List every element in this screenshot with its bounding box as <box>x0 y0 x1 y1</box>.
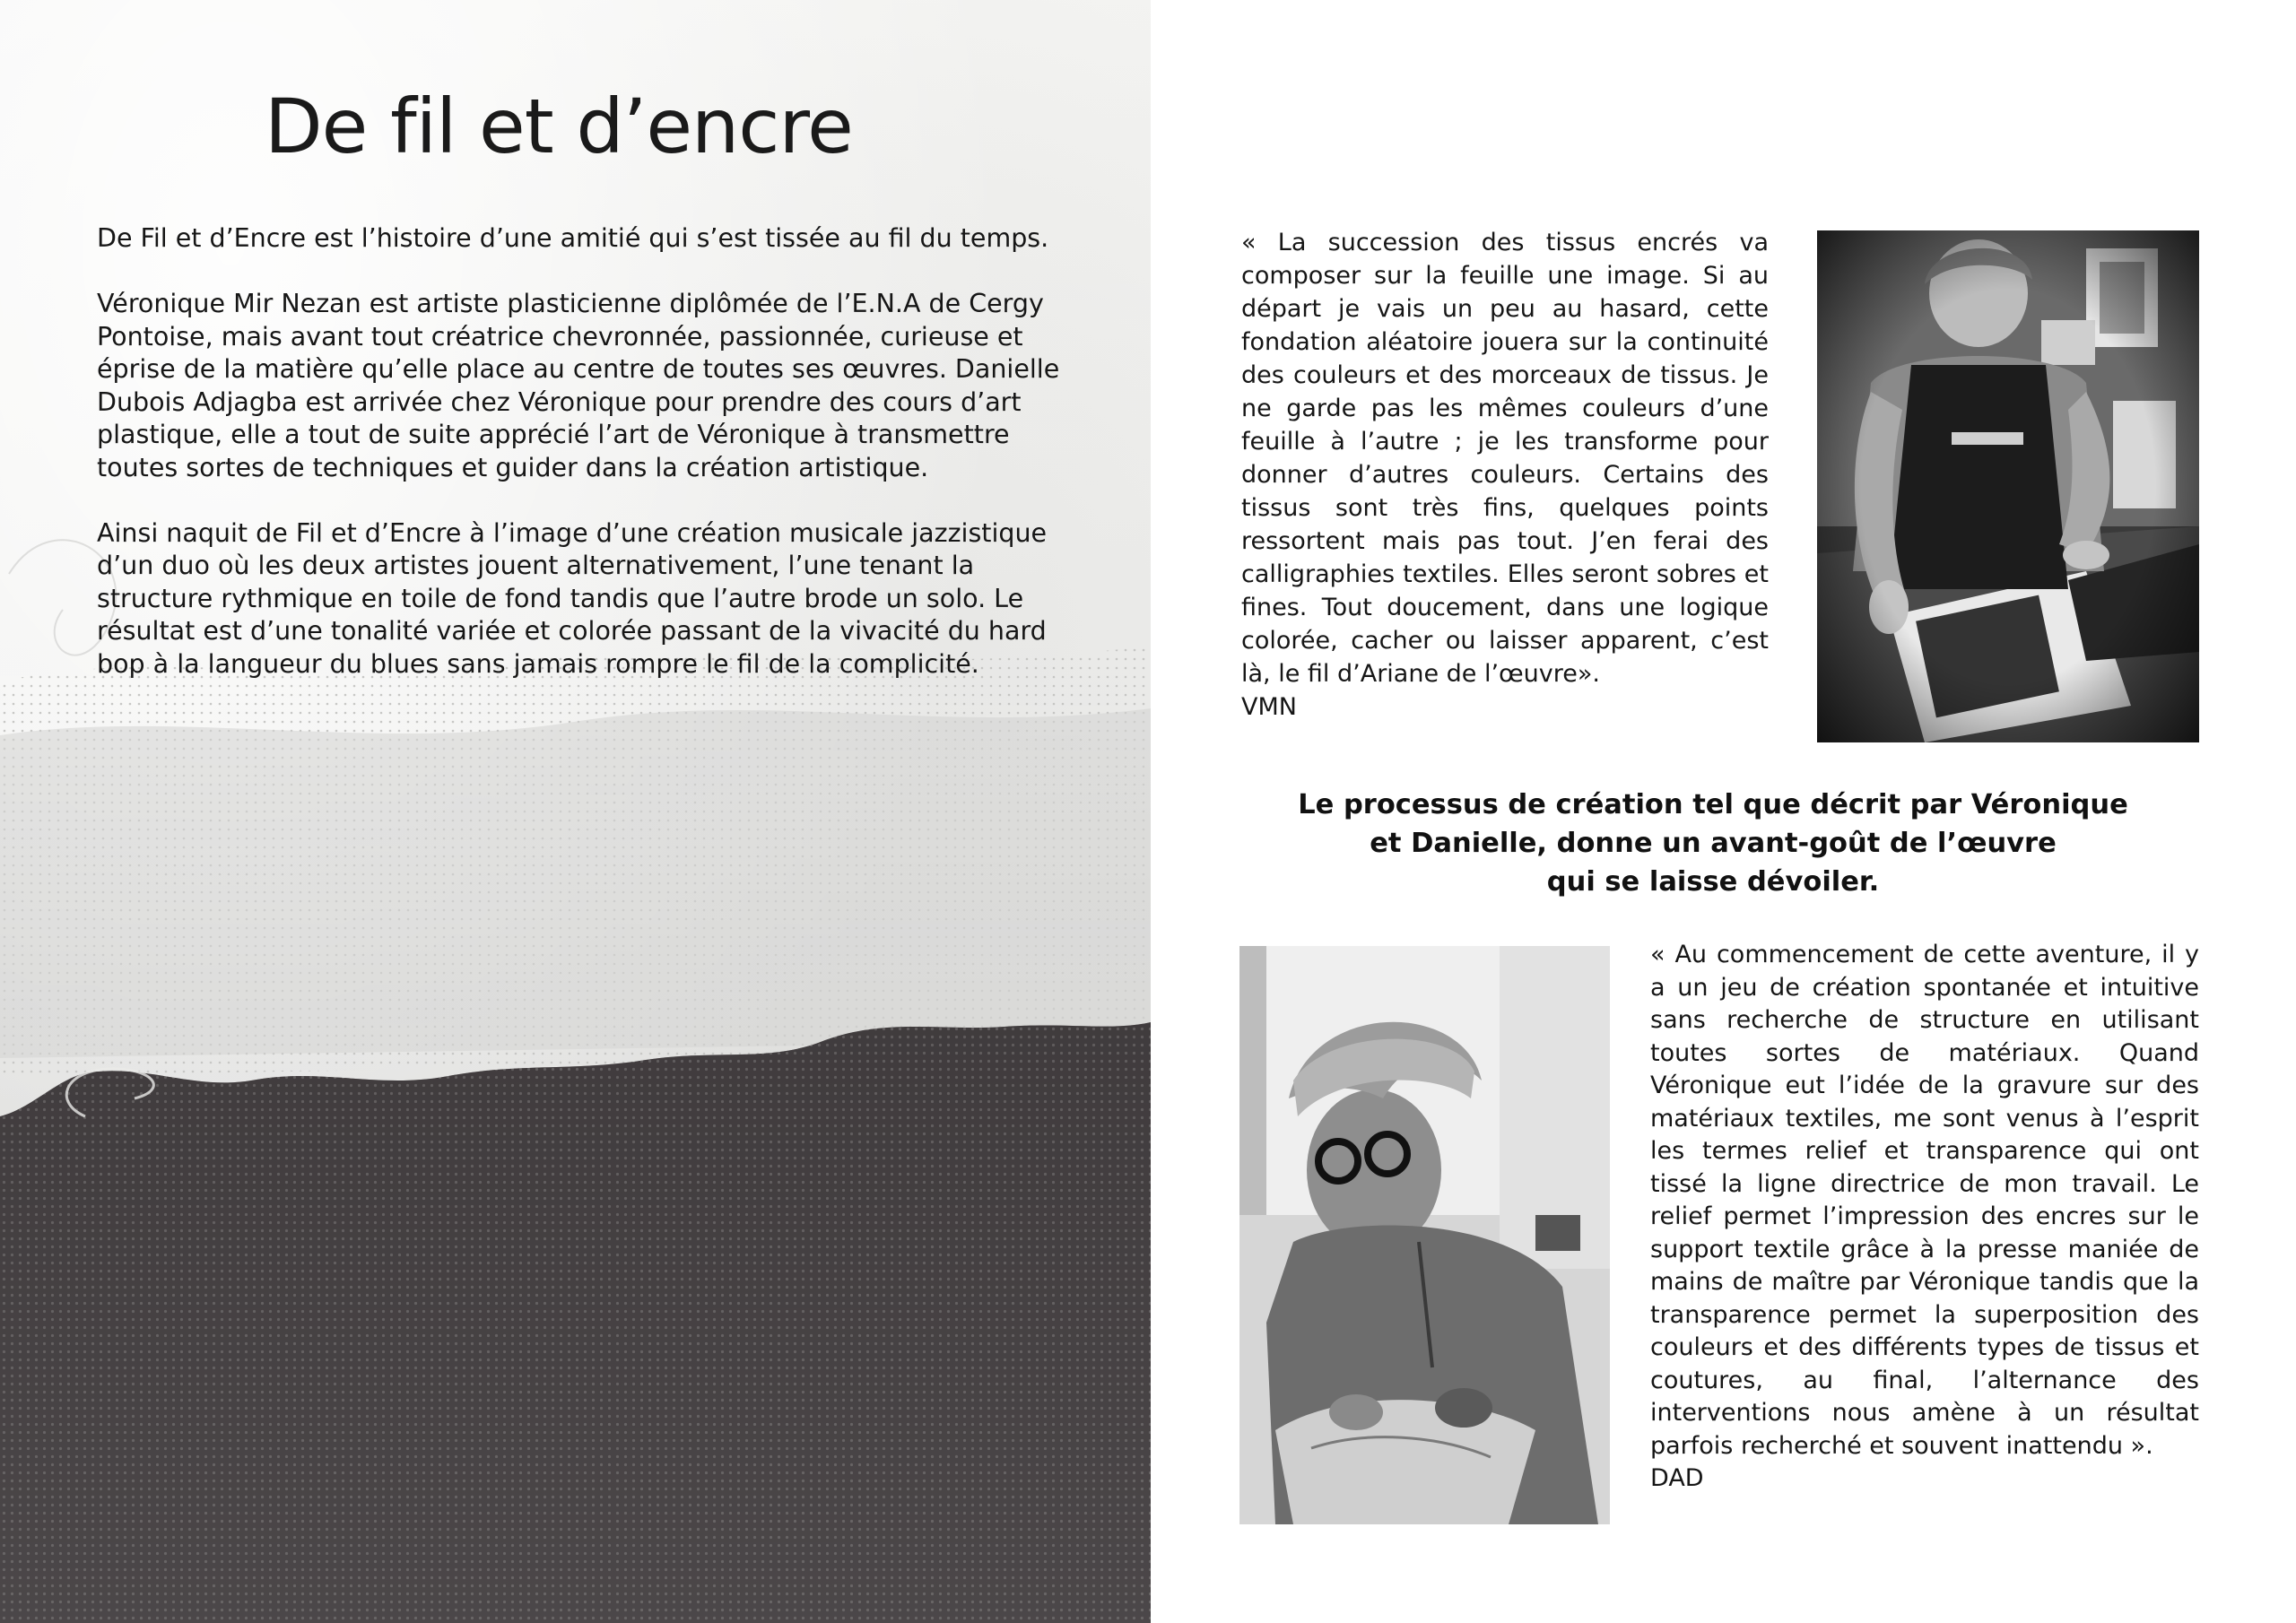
photo-artist-sewing <box>1239 946 1610 1524</box>
photo-artist-printing <box>1817 230 2199 742</box>
intro-text <box>97 222 1065 714</box>
caption-line: et Danielle, donne un avant-goût de l’œuvre <box>1370 828 2057 859</box>
caption-line: qui se laisse dévoiler. <box>1546 866 1880 898</box>
quote-dad-text: « Au commencement de cette aventure, il y a un jeu de création spontanée et intuitive sans recherche de structure en utilisant toutes sortes de matériaux. Quand Véronique eut l’idée de la gravure sur des matériaux textiles, me sont venus à l’esprit les termes relief et transparence qui ont tissé la ligne directrice de mon travail. Le relief permet l’impression des encres sur le support textile grâce à la presse maniée de mains de maître par Véronique tandis que la transparence permet la superposition des couleurs et des différents types de tissus et coutures, au final, l’alternance des interventions nous amène à un résultat parfois recherché et souvent inattendu ». <box>1650 941 2199 1460</box>
quote-dad <box>1650 939 2199 1496</box>
quote-vmn <box>1241 226 1769 724</box>
quote-vmn-text: « La succession des tissus encrés va composer sur la feuille une image. Si au départ je vais un peu au hasard, cette fondation aléatoire jouera sur la continuité des couleurs et des morceaux de tissus. Je ne garde pas les mêmes couleurs d’une feuille à l’autre ; je les transforme pour donner d’autres couleurs. Certains des tissus sont très fins, quelques points ressortent mais pas tout. J’en ferai des calligraphies textiles. Elles seront sobres et fines. Tout doucement, dans une logique colorée, cacher ou laisser apparent, c’est là, le fil d’Ariane de l’œuvre». <box>1241 229 1769 688</box>
caption-process <box>1265 785 2161 901</box>
signature-vmn: VMN <box>1241 693 1297 721</box>
signature-dad: DAD <box>1650 1464 1704 1492</box>
intro-paragraph: Véronique Mir Nezan est artiste plasticienne diplômée de l’E.N.A de Cergy Pontoise, mais avant tout créatrice chevronnée, passionnée, curieuse et éprise de la matière qu’elle place au centre de toutes ses œuvres. Danielle Dubois Adjagba est arrivée chez Véronique pour prendre des cours d’art plastique, elle a tout de suite apprécié l’art de Véronique à transmettre toutes sortes de techniques et guider dans la création artistique. <box>97 289 1060 482</box>
page-title: De fil et d’encre <box>265 82 853 170</box>
intro-paragraph: De Fil et d’Encre est l’histoire d’une amitié qui s’est tissée au fil du temps. <box>97 223 1049 253</box>
caption-line: Le processus de création tel que décrit par Véronique <box>1298 789 2128 820</box>
intro-paragraph: Ainsi naquit de Fil et d’Encre à l’image d’une création musicale jazzistique d’un duo où les deux artistes jouent alternativement, l’une tenant la structure rythmique en toile de fond tandis que l’autre brode un solo. Le résultat est d’une tonalité variée et colorée passant de la vivacité du hard bop à la langueur du blues sans jamais rompre le fil de la complicité. <box>97 517 1048 679</box>
